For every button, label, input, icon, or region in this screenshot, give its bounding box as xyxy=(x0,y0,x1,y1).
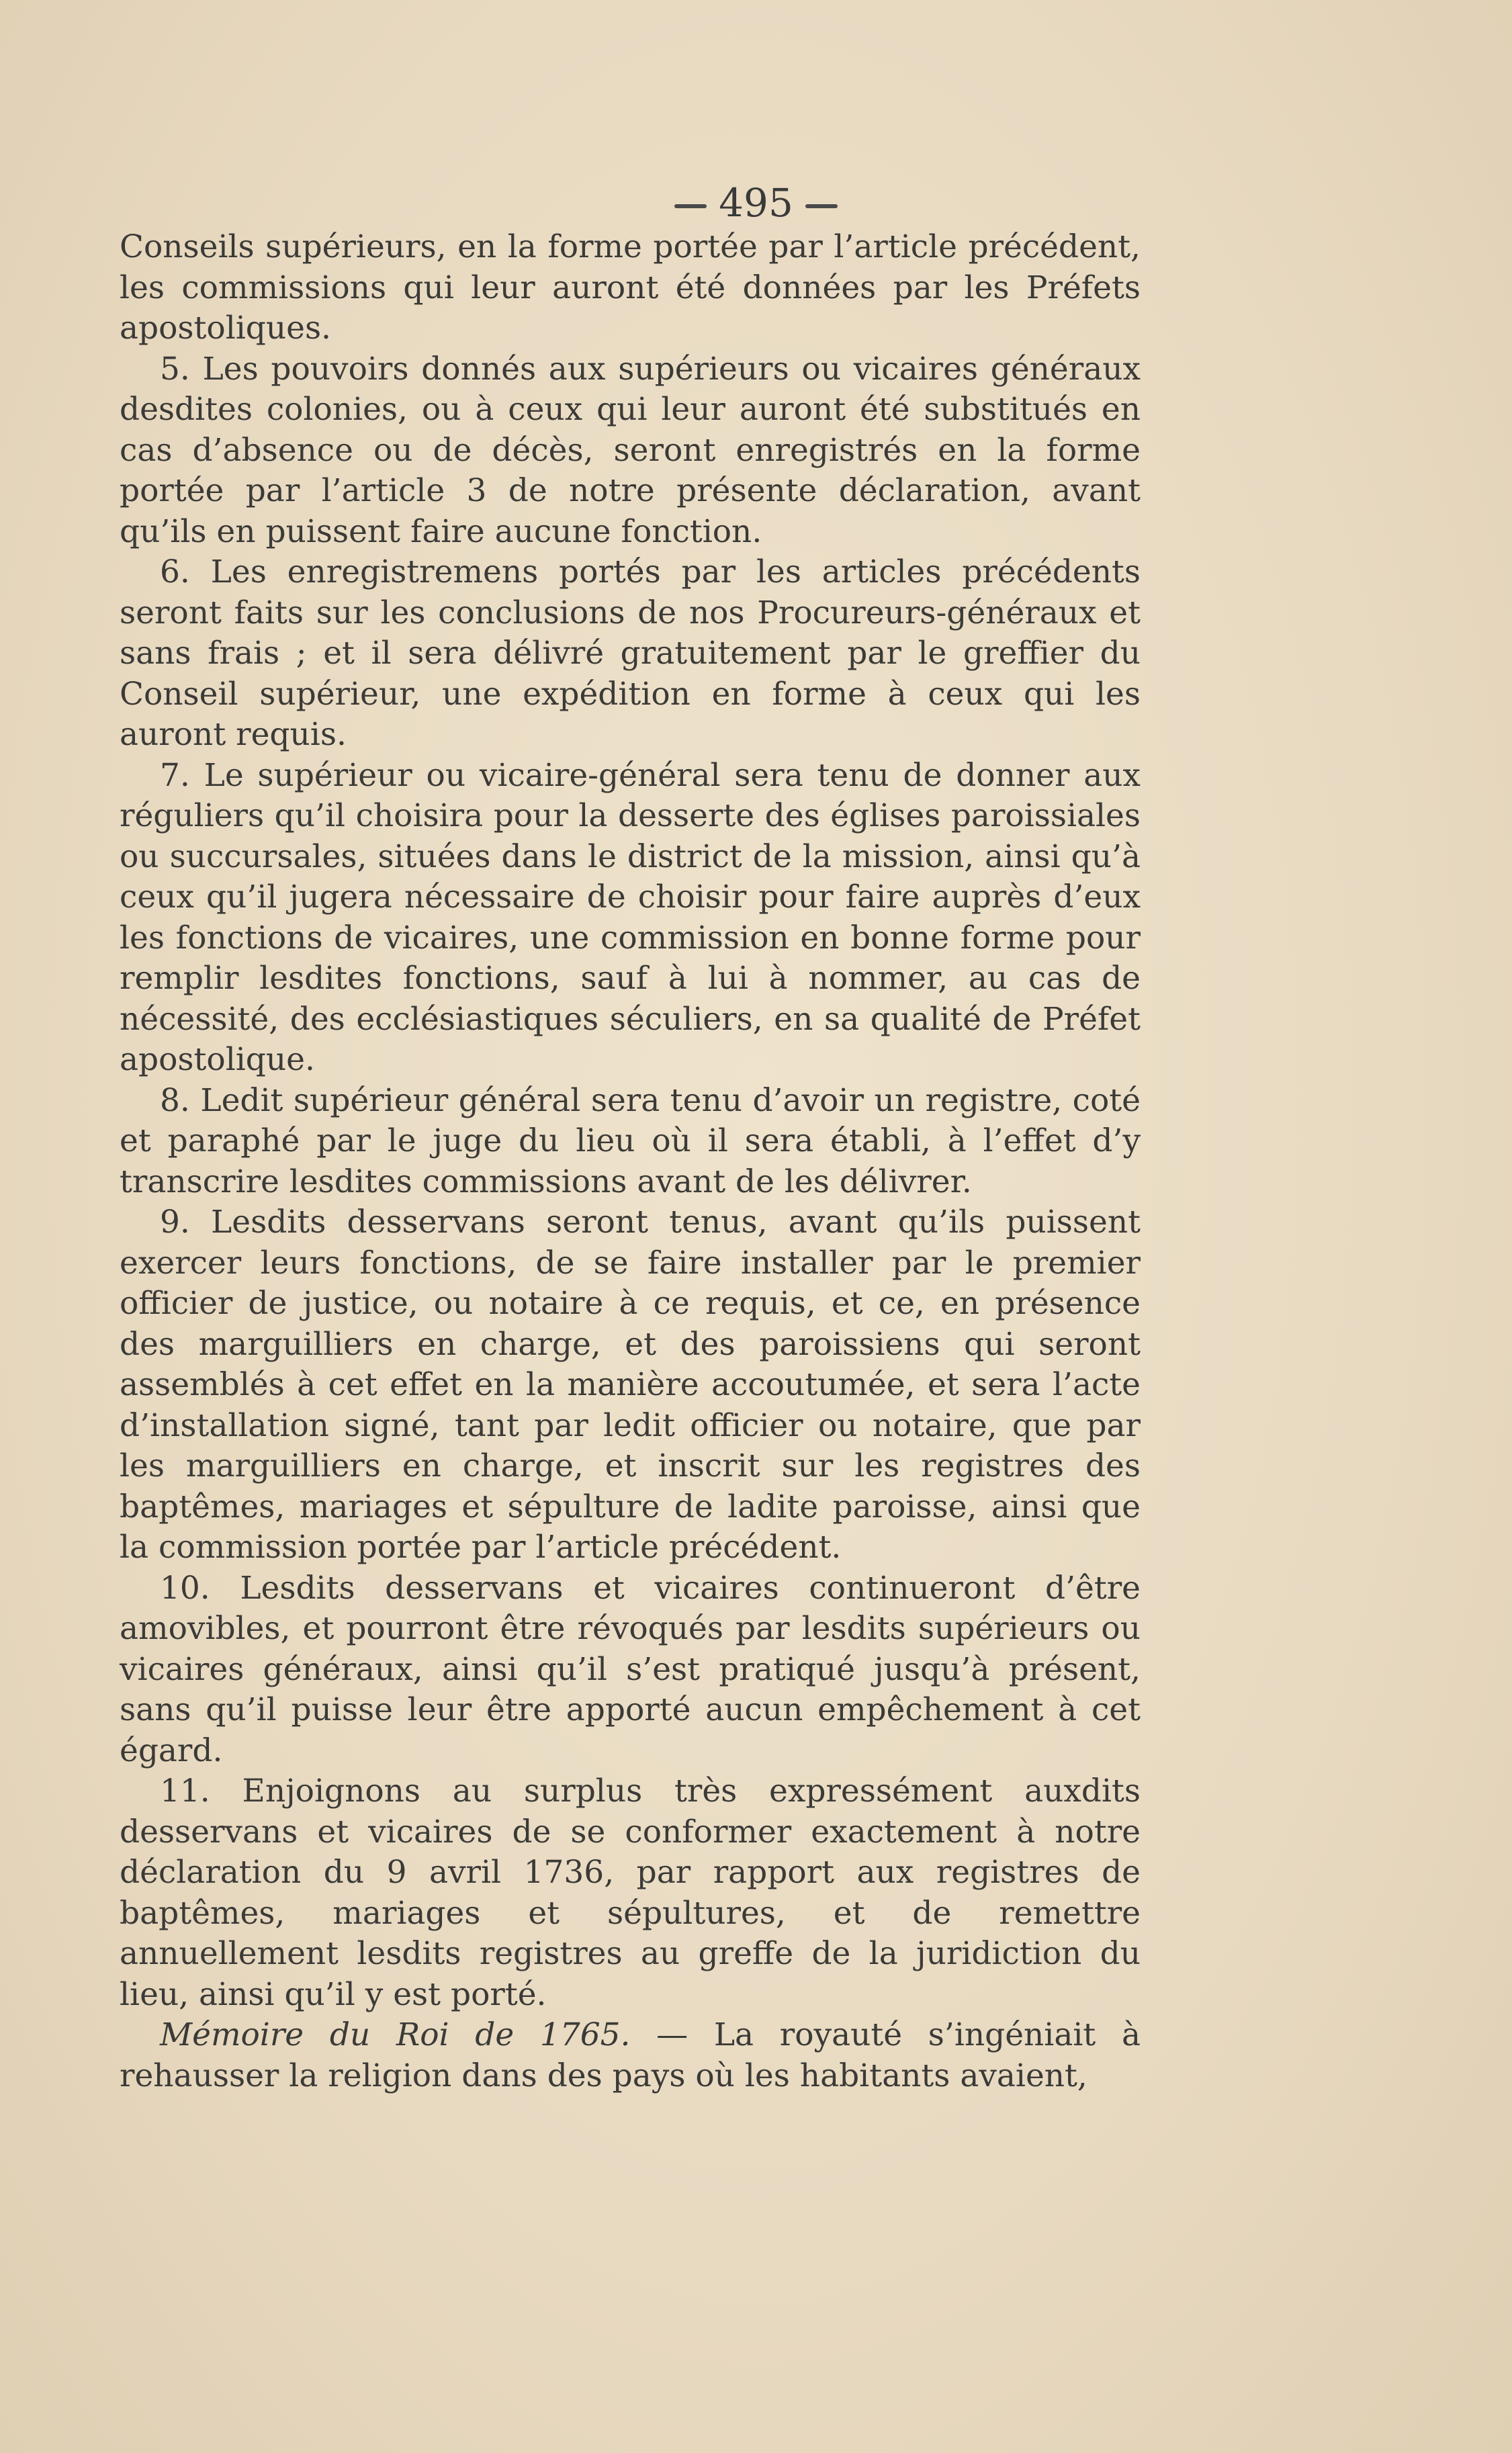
folio-dash-left xyxy=(674,204,707,208)
paragraph-article-11: 11. Enjoignons au surplus très expressément auxdits desservans et vicaires de se conformer exactement à notre déclaration du 9 avril 1736, par rapport aux registres de baptêmes, mariages et sépultures, et de remettre annuellement lesdits registres au greffe de la juridiction du lieu, ainsi qu’il y est porté. xyxy=(120,1773,1141,2013)
paragraph-article-9: 9. Lesdits desservans seront tenus, avant qu’ils puissent exercer leurs fonctions, de se faire installer par le premier officier de justice, ou notaire à ce requis, et ce, en présence des marguilliers en charge, et des paroissiens qui seront assemblés à cet effet en la manière accoutumée, et sera l’acte d’installation signé, tant par ledit officier ou notaire, que par les marguilliers en charge, et inscrit sur les registres des baptêmes, mariages et sépulture de ladite paroisse, ainsi que la commission portée par l’article précédent. xyxy=(120,1204,1141,1566)
paragraph-continuation: Conseils supérieurs, en la forme portée par l’article précédent, les commissions qui leur auront été données par les Préfets apostoliques. xyxy=(120,228,1141,347)
body-text xyxy=(120,227,1141,2096)
paragraph-memoire xyxy=(120,2015,1141,2096)
paragraph-article-10: 10. Lesdits desservans et vicaires continueront d’être amovibles, et pourront être révoqués par lesdits supérieurs ou vicaires généraux, ainsi qu’il s’est pratiqué jusqu’à présent, sans qu’il puisse leur être apporté aucun empêchement à cet égard. xyxy=(120,1569,1141,1769)
memoire-title: Mémoire du Roi de 1765. xyxy=(160,2016,631,2053)
page-number-text: 495 xyxy=(719,180,793,226)
page-number xyxy=(0,180,1512,226)
folio-dash-right xyxy=(805,204,838,208)
paragraph-article-7: 7. Le supérieur ou vicaire-général sera tenu de donner aux réguliers qu’il choisira pour la desserte des églises paroissiales ou succursales, situées dans le district de la mission, ainsi qu’à ceux qu’il jugera nécessaire de choisir pour faire auprès d’eux les fonctions de vicaires, une commission en bonne forme pour remplir lesdites fonctions, sauf à lui à nommer, au cas de nécessité, des ecclésiastiques séculiers, en sa qualité de Préfet apostolique. xyxy=(120,756,1141,1078)
paragraph-article-8: 8. Ledit supérieur général sera tenu d’avoir un registre, coté et paraphé par le juge du lieu où il sera établi, à l’effet d’y transcrire lesdites commissions avant de les délivrer. xyxy=(120,1081,1141,1200)
paragraph-article-5: 5. Les pouvoirs donnés aux supérieurs ou vicaires généraux desdites colonies, ou à ceux qui leur auront été substitués en cas d’absence ou de décès, seront enregistrés en la forme portée par l’article 3 de notre présente déclaration, avant qu’ils en puissent faire aucune fonction. xyxy=(120,350,1141,550)
paragraph-article-6: 6. Les enregistremens portés par les articles précédents seront faits sur les conclusions de nos Procureurs-généraux et sans frais ; et il sera délivré gratuitement par le greffier du Conseil supérieur, une expédition en forme à ceux qui les auront requis. xyxy=(120,553,1141,753)
memoire-text: — La royauté s’ingéniait à rehausser la religion dans des pays où les habitants avaient, xyxy=(120,2016,1141,2094)
